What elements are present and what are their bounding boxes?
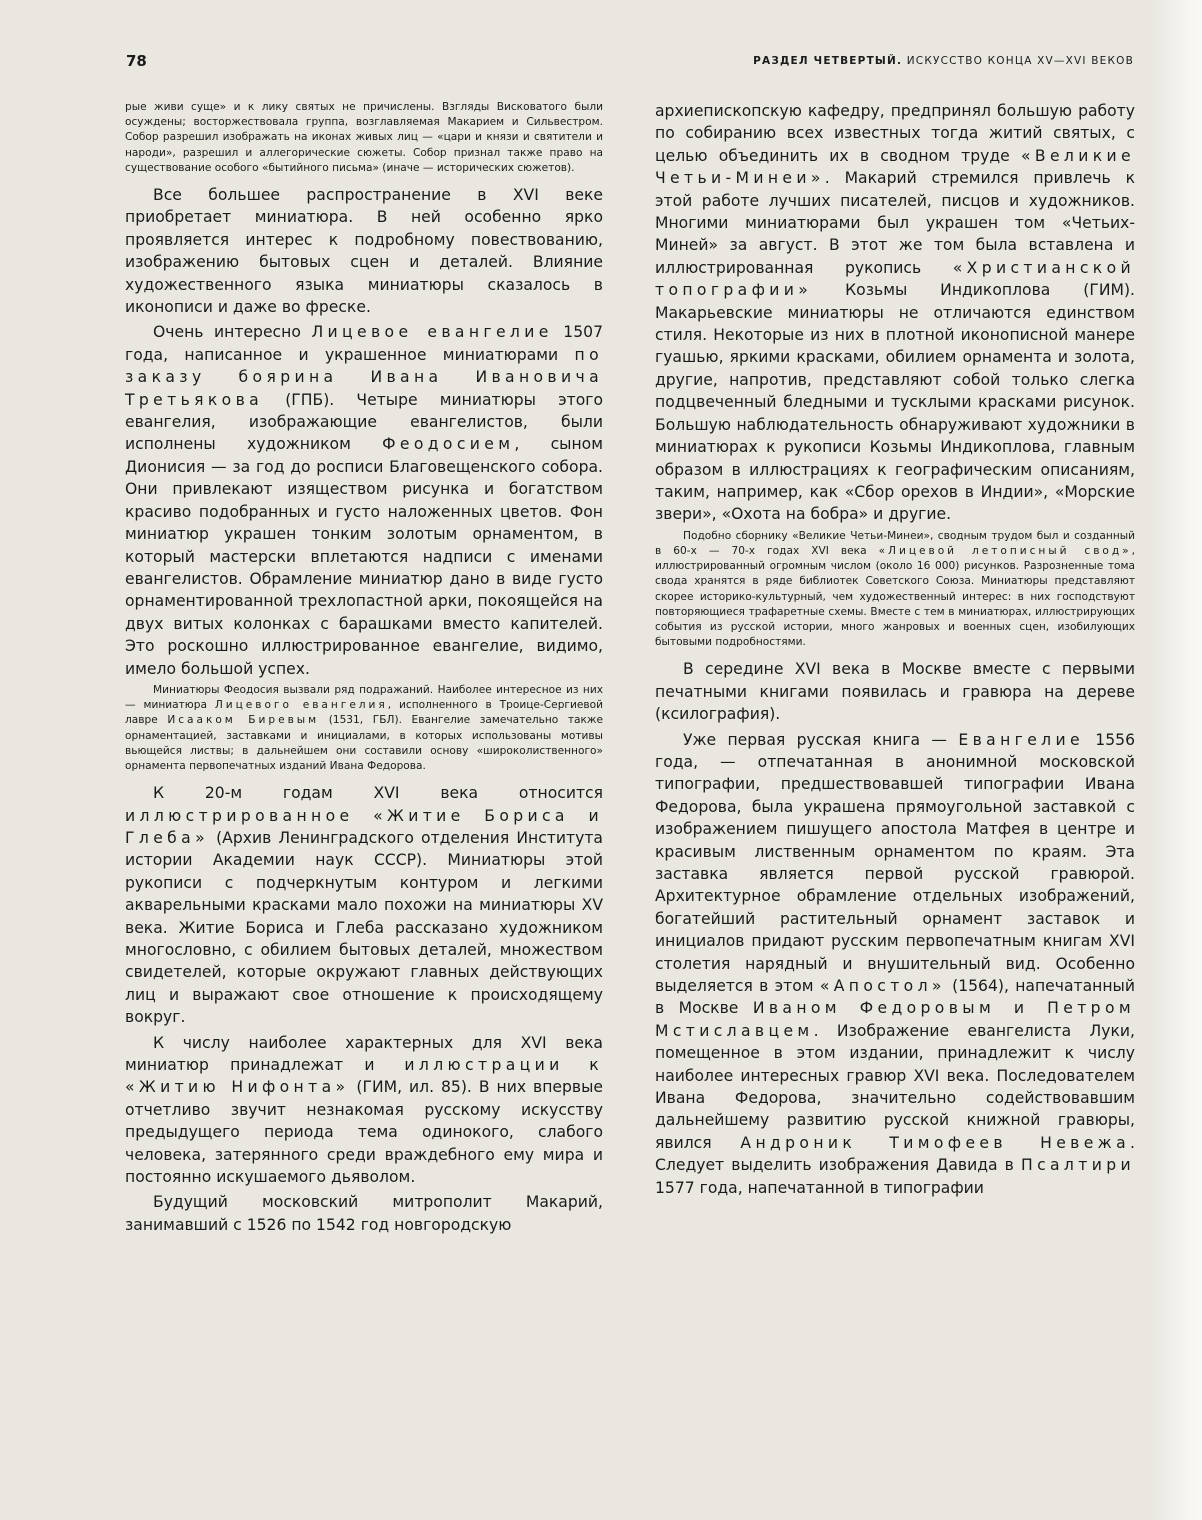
term-nevezha: Андроник Тимофеев Невежа — [740, 1133, 1131, 1152]
running-header — [753, 55, 1134, 67]
page-number: 78 — [126, 52, 147, 70]
right-column — [655, 100, 1135, 1202]
section-title: ИСКУССТВО КОНЦА XV—XVI ВЕКОВ — [906, 55, 1134, 67]
term-topografiya: «Христианской топографии» — [655, 258, 1135, 300]
paragraph-first-book: Уже первая русская книга — Евангелие 1556 года, — отпечатанная в анонимной московской типографии, предшествовавшей типографии Ивана Федорова, была украшена прямоугольной заставкой с изображением пишущего апостола Матфея в центре и красивым лиственным орнаментом по краям. Эта заставка является первой русской гравюрой. Архитектурное обрамление отдельных изображений, богатейший растительный орнамент заставок и инициалов придают русским первопечатным книгам XVI столетия нарядный и внушительный вид. Особенно выделяется в этом «Апостол» (1564), напечатанный в Москве Иваном Федоровым и Петром Мстиславцем. Изображение евангелиста Луки, помещенное в этом издании, принадлежит к числу наиболее интересных гравюр XVI века. Последователем Ивана Федорова, значительно содействовавшим дальнейшему развитию русской книжной гравюры, явился Андроник Тимофеев Невежа. Следует выделить изображения Давида в Псалтири 1577 года, напечатанной в типографии — [655, 730, 1135, 1197]
paragraph-miniature: Все большее распространение в XVI веке приобретает миниатюра. В ней особенно ярко проявляется интерес к подробному повествованию, изображению бытовых сцен и деталей. Влияние художественного языка миниатюры сказалось в иконописи и даже во фреске. — [125, 186, 603, 317]
term-chetyi-minei: «Великие Четьи-Минеи» — [655, 146, 1135, 188]
section-label: РАЗДЕЛ ЧЕТВЕРТЫЙ. — [753, 55, 903, 67]
term-tretyakov: по заказу боярина Ивана Ивановича Третьякова — [125, 345, 603, 409]
term-zhitie-nifonta: и иллюстрации к «Житию Нифонта» — [125, 1056, 603, 1097]
paragraph-makariy: Будущий московский митрополит Макарий, занимавший с 1526 по 1542 год новгородскую — [125, 1193, 603, 1234]
paragraph-chetyi-minei: архиепископскую кафедру, предпринял большую работу по собиранию всех известных тогда житий святых, с целью объединить их в сводном труде «Великие Четьи-Минеи». Макарий стремился привлечь к этой работе лучших писателей, писцов и художников. Многими миниатюрами был украшен том «Четьих-Миней» за август. В этот же том была вставлена и иллюстрированная рукопись «Христианской топографии» Козьмы Индикоплова (ГИМ). Макарьевские миниатюры не отличаются единством стиля. Некоторые из них в плотной иконописной манере гуашью, яркими красками, обилием орнамента и золота, другие, напротив, представляют собой только слегка подцвеченный бледными и тусклыми красками рисунок. Большую наблюдательность обнаруживают художники в миниатюрах к рукописи Козьмы Индикоплова, главным образом в иллюстрациях к географическим описаниям, таким, например, как «Сбор орехов в Индии», «Морские звери», «Охота на бобра» и другие. — [655, 102, 1135, 524]
paragraph-xylography: В середине XVI века в Москве вместе с первыми печатными книгами появилась и гравюра на дереве (ксилография). — [655, 660, 1135, 724]
page-edge — [1152, 0, 1202, 1520]
term-feodosiy: Феодосием — [382, 435, 515, 454]
paragraph-gospel-1507: Очень интересно Лицевое евангелие 1507 года, написанное и украшенное миниатюрами по заказу боярина Ивана Ивановича Третьякова (ГПБ). Четыре миниатюры этого евангелия, изображающие евангелистов, были исполнены художником Феодосием, сыном Дионисия — за год до росписи Благовещенского собора. Они привлекают изяществом рисунка и богатством красиво подобранных и густо наложенных цветов. Фон миниатюр украшен тонким золотым орнаментом, в который мастерски вплетаются надписи с именами евангелистов. Обрамление миниатюр дано в виде густо орнаментированной трехлопастной арки, покоящейся на двух витых колонках с барашками вместо капителей. Это роскошно иллюстрированное евангелие, видимо, имело большой успех. — [125, 323, 603, 678]
paragraph-nifont: К числу наиболее характерных для XVI века миниатюр принадлежат и иллюстрации к «Житию Нифонта» (ГИМ, ил. 85). В них впервые отчетливо звучит незнакомая русскому искусству предыдущего периода тема одинокого, слабого человека, затерянного среди враждебного ему мира и постоянно искушаемого дьяволом. — [125, 1033, 603, 1187]
footnote-council: рые живи суще» и к лику святых не причислены. Взгляды Висковатого были осуждены; восторжествовала группа, возглавляемая Макарием и Сильвестром. Собор разрешил изображать на иконах живых лиц — «цари и князи и святители и народи», разрешил и аллегорические сюжеты. Собор признал также право на существование особого «бытийного письма» (иначе — исторических сюжетов). — [125, 101, 603, 174]
term-apostol: «Апостол» — [819, 977, 946, 996]
term-evangelie-1556: Евангелие — [958, 730, 1084, 749]
term-fedorov-mstislavets: Иваном Федоровым и Петром Мстиславцем — [655, 999, 1135, 1040]
term-psaltir: Псалтири — [1020, 1156, 1135, 1175]
paragraph-boris-gleb: К 20-м годам XVI века относится иллюстрированное «Житие Бориса и Глеба» (Архив Ленинградского отделения Института истории Академии наук СССР). Миниатюры этой рукописи с подчеркнутым контуром и легкими акварельными красками мало похожи на миниатюры XV века. Житие Бориса и Глеба рассказано художником многословно, с обилием бытовых деталей, множеством свидетелей, которые окружают главных действующих лиц и выражают свое отношение к происходящему вокруг. — [125, 784, 603, 1027]
footnote-letopisny-svod: Подобно сборнику «Великие Четьи-Минеи», сводным трудом был и созданный в 60-х — 70-х годах XVI века «Лицевой летописный свод», иллюстрированный огромным числом (около 16 000) рисунков. Разрозненные тома свода хранятся в ряде библиотек Советского Союза. Миниатюры представляют скорее историко-культурный, чем художественный интерес: в них господствуют повторяющиеся трафаретные схемы. Вместе с тем в миниатюрах, иллюстрирующих события из русской истории, много жанровых и военных сцен, изобилующих бытовыми подробностями. — [655, 529, 1136, 649]
term-zhitie-borisa: иллюстрированное «Житие Бориса и Глеба» — [125, 806, 603, 847]
left-column — [125, 100, 603, 1239]
term-litsevoe-evangelie: Лицевое евангелие — [311, 323, 553, 342]
footnote-feodosiy: Миниатюры Феодосия вызвали ряд подражаний. Наиболее интересное из них — миниатюра Лицевого евангелия, исполненного в Троице-Сергиевой лавре Исааком Биревым (1531, ГБЛ). Евангелие замечательно также орнаментацией, заставками и инициалами, в которых использованы мотивы вьющейся листвы; в дальнейшем они составили основу «широколиственного» орнамента первопечатных изданий Ивана Федорова. — [125, 683, 603, 772]
